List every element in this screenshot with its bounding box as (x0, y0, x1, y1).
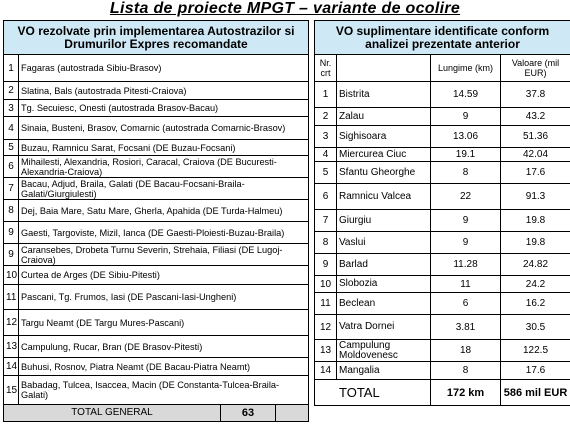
row-number: 2 (4, 82, 19, 100)
left-table-header: VO rezolvate prin implementarea Autostrazilor si Drumurilor Expres recomandate (4, 21, 309, 55)
length-value: 9 (431, 210, 501, 232)
col-length-header: Lungime (km) (431, 55, 501, 82)
table-row (315, 232, 570, 254)
row-description: Curtea de Arges (DE Sibiu-Pitesti) (19, 266, 309, 285)
row-number: 2 (315, 108, 337, 126)
city-name: Miercurea Ciuc (337, 148, 431, 162)
cost-value: 37.8 (501, 82, 570, 108)
cost-value: 24.2 (501, 276, 570, 293)
row-number: 14 (4, 358, 19, 376)
row-number: 10 (4, 266, 19, 285)
table-row (315, 276, 570, 293)
length-value: 19.1 (431, 148, 501, 162)
row-description: Bacau, Adjud, Braila, Galati (DE Bacau-Focsani-Braila-Galati/Giurgiulesti) (19, 178, 309, 200)
row-description: Tg. Secuiesc, Onesti (autostrada Brasov-Bacau) (19, 100, 309, 117)
table-row (4, 117, 309, 140)
right-table (314, 20, 570, 406)
row-description: Buzau, Ramnicu Sarat, Focsani (DE Buzau-Focsani) (19, 140, 309, 156)
row-number: 4 (4, 117, 19, 140)
row-number: 7 (315, 210, 337, 232)
cost-value: 51.36 (501, 126, 570, 148)
row-number: 5 (315, 162, 337, 184)
table-row (4, 336, 309, 358)
page-title: Lista de proiecte MPGT – variante de ocolire (109, 0, 461, 17)
table-row (4, 156, 309, 178)
table-row (4, 285, 309, 310)
city-name: Slobozia (337, 276, 431, 293)
cost-value: 42.04 (501, 148, 570, 162)
row-description: Gaesti, Targoviste, Mizil, Ianca (DE Gaesti-Ploiesti-Buzau-Braila) (19, 222, 309, 244)
length-value: 11 (431, 276, 501, 293)
cost-value: 122.5 (501, 340, 570, 362)
row-description: Mihailesti, Alexandria, Rosiori, Caracal, Craiova (DE Bucuresti-Alexandria-Craiova) (19, 156, 309, 178)
row-number: 6 (315, 184, 337, 210)
city-name: Vatra Dornei (337, 315, 431, 340)
total-label: TOTAL (315, 380, 431, 406)
cost-value: 43.2 (501, 108, 570, 126)
row-description: Slatina, Bals (autostrada Pitesti-Craiova) (19, 82, 309, 100)
table-row (4, 244, 309, 266)
city-name: Sfantu Gheorghe (337, 162, 431, 184)
table-row (315, 184, 570, 210)
city-name: Barlad (337, 254, 431, 276)
table-row (315, 148, 570, 162)
table-row (315, 82, 570, 108)
row-number: 14 (315, 362, 337, 380)
table-row (315, 293, 570, 315)
cost-value: 17.6 (501, 362, 570, 380)
row-number: 8 (315, 232, 337, 254)
row-number: 5 (4, 140, 19, 156)
row-number: 6 (4, 156, 19, 178)
table-row (315, 126, 570, 148)
table-row (315, 340, 570, 362)
col-value-header: Valoare (mil EUR) (501, 55, 570, 82)
total-cost: 586 mil EUR (501, 380, 570, 406)
table-row (315, 162, 570, 184)
row-number: 11 (315, 293, 337, 315)
table-row (315, 108, 570, 126)
row-number: 9 (4, 222, 19, 244)
table-row (4, 200, 309, 222)
table-row (4, 100, 309, 117)
length-value: 3.81 (431, 315, 501, 340)
cost-value: 30.5 (501, 315, 570, 340)
row-number: 8 (4, 200, 19, 222)
total-cell (4, 405, 309, 422)
city-name: Giurgiu (337, 210, 431, 232)
city-name: Zalau (337, 108, 431, 126)
row-description: Fagaras (autostrada Sibiu-Brasov) (19, 55, 309, 82)
length-value: 22 (431, 184, 501, 210)
row-number: 12 (315, 315, 337, 340)
row-number: 7 (4, 178, 19, 200)
row-number: 15 (4, 376, 19, 405)
cost-value: 17.6 (501, 162, 570, 184)
row-number: 11 (4, 285, 19, 310)
length-value: 8 (431, 362, 501, 380)
city-name: Campulung Moldovenesc (337, 340, 431, 362)
city-name: Mangalia (337, 362, 431, 380)
table-row (4, 310, 309, 336)
table-row (4, 55, 309, 82)
row-description: Dej, Baia Mare, Satu Mare, Gherla, Apahida (DE Turda-Halmeu) (19, 200, 309, 222)
row-number: 3 (315, 126, 337, 148)
row-number: 13 (4, 336, 19, 358)
total-length: 172 km (431, 380, 501, 406)
table-row (4, 178, 309, 200)
city-name: Bistrita (337, 82, 431, 108)
cost-value: 19.8 (501, 210, 570, 232)
row-description: Babadag, Tulcea, Isaccea, Macin (DE Constanta-Tulcea-Braila-Galati) (19, 376, 309, 405)
table-row (315, 315, 570, 340)
col-nr-header: Nr. crt (315, 55, 337, 82)
cost-value: 16.2 (501, 293, 570, 315)
length-value: 9 (431, 108, 501, 126)
row-description: Caransebes, Drobeta Turnu Severin, Strehaia, Filiasi (DE Lugoj-Craiova) (19, 244, 309, 266)
row-number: 10 (315, 276, 337, 293)
table-row (4, 376, 309, 405)
row-number: 12 (4, 310, 19, 336)
table-row (315, 210, 570, 232)
cost-value: 24.82 (501, 254, 570, 276)
total-general-value: 63 (220, 405, 276, 421)
cost-value: 19.8 (501, 232, 570, 254)
table-row (4, 140, 309, 156)
row-number: 13 (315, 340, 337, 362)
row-number: 1 (4, 55, 19, 82)
row-description: Targu Neamt (DE Targu Mures-Pascani) (19, 310, 309, 336)
row-description: Buhusi, Rosnov, Piatra Neamt (DE Bacau-Piatra Neamt) (19, 358, 309, 376)
city-name: Vaslui (337, 232, 431, 254)
row-number: 3 (4, 100, 19, 117)
length-value: 11.28 (431, 254, 501, 276)
total-row (315, 380, 570, 406)
city-name: Beclean (337, 293, 431, 315)
table-row (4, 358, 309, 376)
left-table (3, 20, 309, 422)
right-table-header: VO suplimentare identificate conform analizei prezentate anterior (315, 21, 570, 55)
length-value: 9 (431, 232, 501, 254)
length-value: 18 (431, 340, 501, 362)
table-row (4, 222, 309, 244)
col-name-header (337, 55, 431, 82)
total-row (4, 405, 309, 422)
table-row (315, 362, 570, 380)
table-row (4, 82, 309, 100)
row-number: 4 (315, 148, 337, 162)
row-number: 9 (4, 244, 19, 266)
row-description: Sinaia, Busteni, Brasov, Comarnic (autostrada Comarnic-Brasov) (19, 117, 309, 140)
cost-value: 91.3 (501, 184, 570, 210)
length-value: 13.06 (431, 126, 501, 148)
table-row (315, 254, 570, 276)
length-value: 6 (431, 293, 501, 315)
row-description: Pascani, Tg. Frumos, Iasi (DE Pascani-Iasi-Ungheni) (19, 285, 309, 310)
row-description: Campulung, Rucar, Bran (DE Brasov-Pitesti) (19, 336, 309, 358)
row-number: 9 (315, 254, 337, 276)
table-row (4, 266, 309, 285)
row-number: 1 (315, 82, 337, 108)
city-name: Sighisoara (337, 126, 431, 148)
length-value: 8 (431, 162, 501, 184)
total-general-label: TOTAL GENERAL (71, 407, 153, 418)
city-name: Ramnicu Valcea (337, 184, 431, 210)
length-value: 14.59 (431, 82, 501, 108)
